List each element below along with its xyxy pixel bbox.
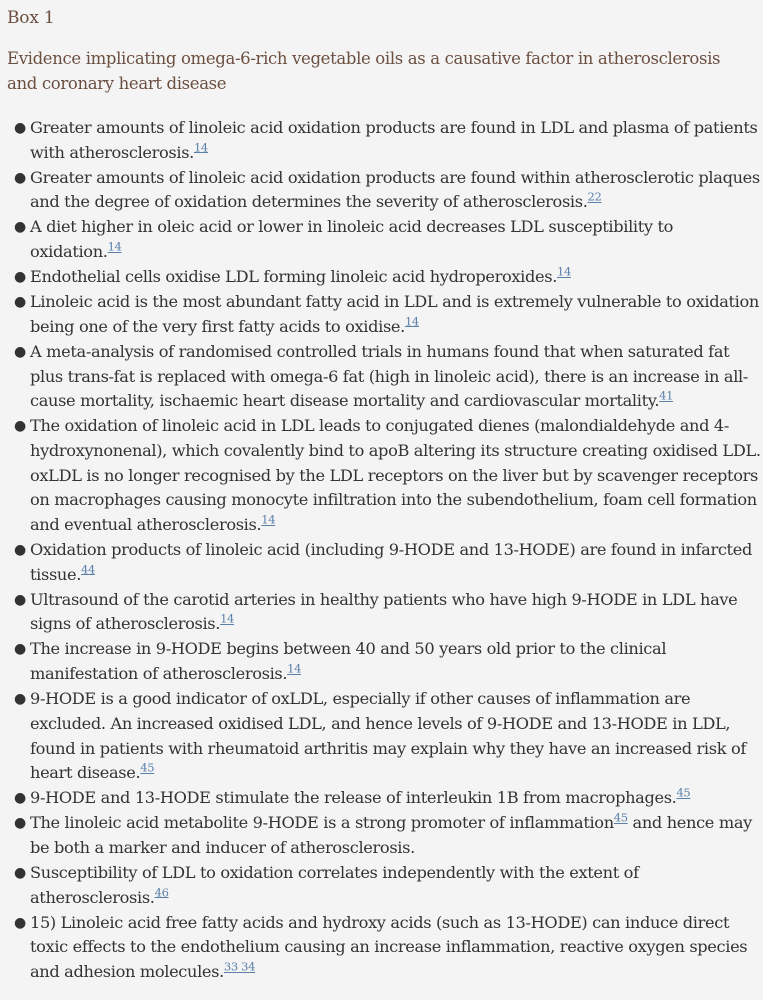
bullet-icon: ● <box>14 294 26 311</box>
item-text: Greater amounts of linoleic acid oxidation products are found in LDL and plasma of patients with atherosclerosis. <box>30 118 758 162</box>
bullet-icon: ● <box>14 790 26 807</box>
list-item <box>7 340 763 414</box>
bullet-icon: ● <box>14 815 26 832</box>
list-item <box>7 166 763 215</box>
bullet-icon: ● <box>14 591 26 608</box>
citation-link[interactable]: 14 <box>261 512 276 527</box>
evidence-list <box>7 116 763 985</box>
item-text: Greater amounts of linoleic acid oxidation products are found within atherosclerotic plaques and the degree of oxidation determines the severity of atherosclerosis. <box>30 167 760 212</box>
list-item <box>7 538 763 587</box>
item-text: A diet higher in oleic acid or lower in linoleic acid decreases LDL susceptibility to oxidation. <box>30 217 674 262</box>
citation-link[interactable]: 44 <box>81 562 95 577</box>
item-text: A meta-analysis of randomised controlled trials in humans found that when saturated fat plus trans-fat is replaced with omega-6 fat (high in linoleic acid), there is an increase in all-cause mortality, ischaemic heart disease mortality and cardiovascular mortality. <box>30 341 749 411</box>
citation-link[interactable]: 41 <box>659 388 674 403</box>
citation-link[interactable]: 14 <box>193 140 208 155</box>
bullet-icon: ● <box>14 542 26 559</box>
item-text: The oxidation of linoleic acid in LDL leads to conjugated dienes (malondialdehyde and 4-hydroxynonenal), which covalently bind to apoB altering its structure creating oxidised LDL. oxLDL is no longer recognised by the LDL receptors on the liver but by scavenger receptors on macrophages causing monocyte infiltration into the subendothelium, foam cell formation and eventual atherosclerosis. <box>30 416 761 535</box>
citation-link[interactable]: 45 <box>140 760 155 775</box>
citation-link[interactable]: 14 <box>220 612 234 627</box>
list-item <box>7 588 763 637</box>
bullet-icon: ● <box>14 864 26 881</box>
citation-link[interactable]: 45 <box>613 810 628 825</box>
item-text: 9-HODE and 13-HODE stimulate the release of interleukin 1B from macrophages. <box>30 788 677 808</box>
item-text: Oxidation products of linoleic acid (including 9-HODE and 13-HODE) are found in infarcted tissue. <box>30 540 752 584</box>
list-item <box>7 637 763 686</box>
list-item <box>7 414 763 538</box>
bullet-icon: ● <box>14 169 26 186</box>
citation-link[interactable]: 14 <box>107 239 122 254</box>
bullet-icon: ● <box>14 219 26 236</box>
bullet-icon: ● <box>14 914 26 931</box>
item-text: Ultrasound of the carotid arteries in healthy patients who have high 9-HODE in LDL have signs of atherosclerosis. <box>30 589 738 634</box>
item-text-continued: and hence may be both a marker and inducer of atherosclerosis. <box>30 813 752 857</box>
item-text: The linoleic acid metabolite 9-HODE is a strong promoter of inflammation <box>30 813 614 833</box>
bullet-icon: ● <box>14 120 26 136</box>
list-item <box>7 786 763 811</box>
list-item <box>7 215 763 264</box>
citation-link[interactable]: 33 34 <box>223 959 256 974</box>
bullet-icon: ● <box>14 343 26 360</box>
bullet-icon: ● <box>14 269 26 286</box>
citation-link[interactable]: 22 <box>587 190 602 205</box>
citation-link[interactable]: 45 <box>676 785 691 800</box>
bullet-icon: ● <box>14 641 26 658</box>
citation-link[interactable]: 14 <box>287 661 302 676</box>
citation-link[interactable]: 14 <box>557 264 571 279</box>
item-text: The increase in 9-HODE begins between 40 and 50 years old prior to the clinical manifestation of atherosclerosis. <box>30 639 667 684</box>
item-text: Susceptibility of LDL to oxidation correlates independently with the extent of atherosclerosis. <box>30 862 639 907</box>
citation-link[interactable]: 46 <box>154 885 169 900</box>
box-label: Box 1 <box>7 8 55 28</box>
bullet-icon: ● <box>14 418 26 435</box>
list-item <box>7 861 763 910</box>
list-item <box>7 265 763 290</box>
box-title: Evidence implicating omega-6-rich vegetable oils as a causative factor in atherosclerosis and coronary heart disease <box>7 49 721 93</box>
item-text: Linoleic acid is the most abundant fatty acid in LDL and is extremely vulnerable to oxidation being one of the very first fatty acids to oxidise. <box>30 292 759 336</box>
list-item <box>7 911 763 985</box>
list-item <box>7 811 763 860</box>
bullet-icon: ● <box>14 691 26 708</box>
list-item <box>7 116 763 165</box>
item-text: Endothelial cells oxidise LDL forming linoleic acid hydroperoxides. <box>30 267 557 287</box>
list-item <box>7 687 763 786</box>
item-text: 9-HODE is a good indicator of oxLDL, especially if other causes of inflammation are excluded. An increased oxidised LDL, and hence levels of 9-HODE and 13-HODE in LDL, found in patients with rheumatoid arthritis may explain why they have an increased risk of heart disease. <box>30 689 747 783</box>
item-text: 15) Linoleic acid free fatty acids and hydroxy acids (such as 13-HODE) can induce direct toxic effects to the endothelium causing an increase inflammation, reactive oxygen species and adhesion molecules. <box>30 912 748 982</box>
citation-link[interactable]: 14 <box>404 314 419 329</box>
list-item <box>7 290 763 339</box>
